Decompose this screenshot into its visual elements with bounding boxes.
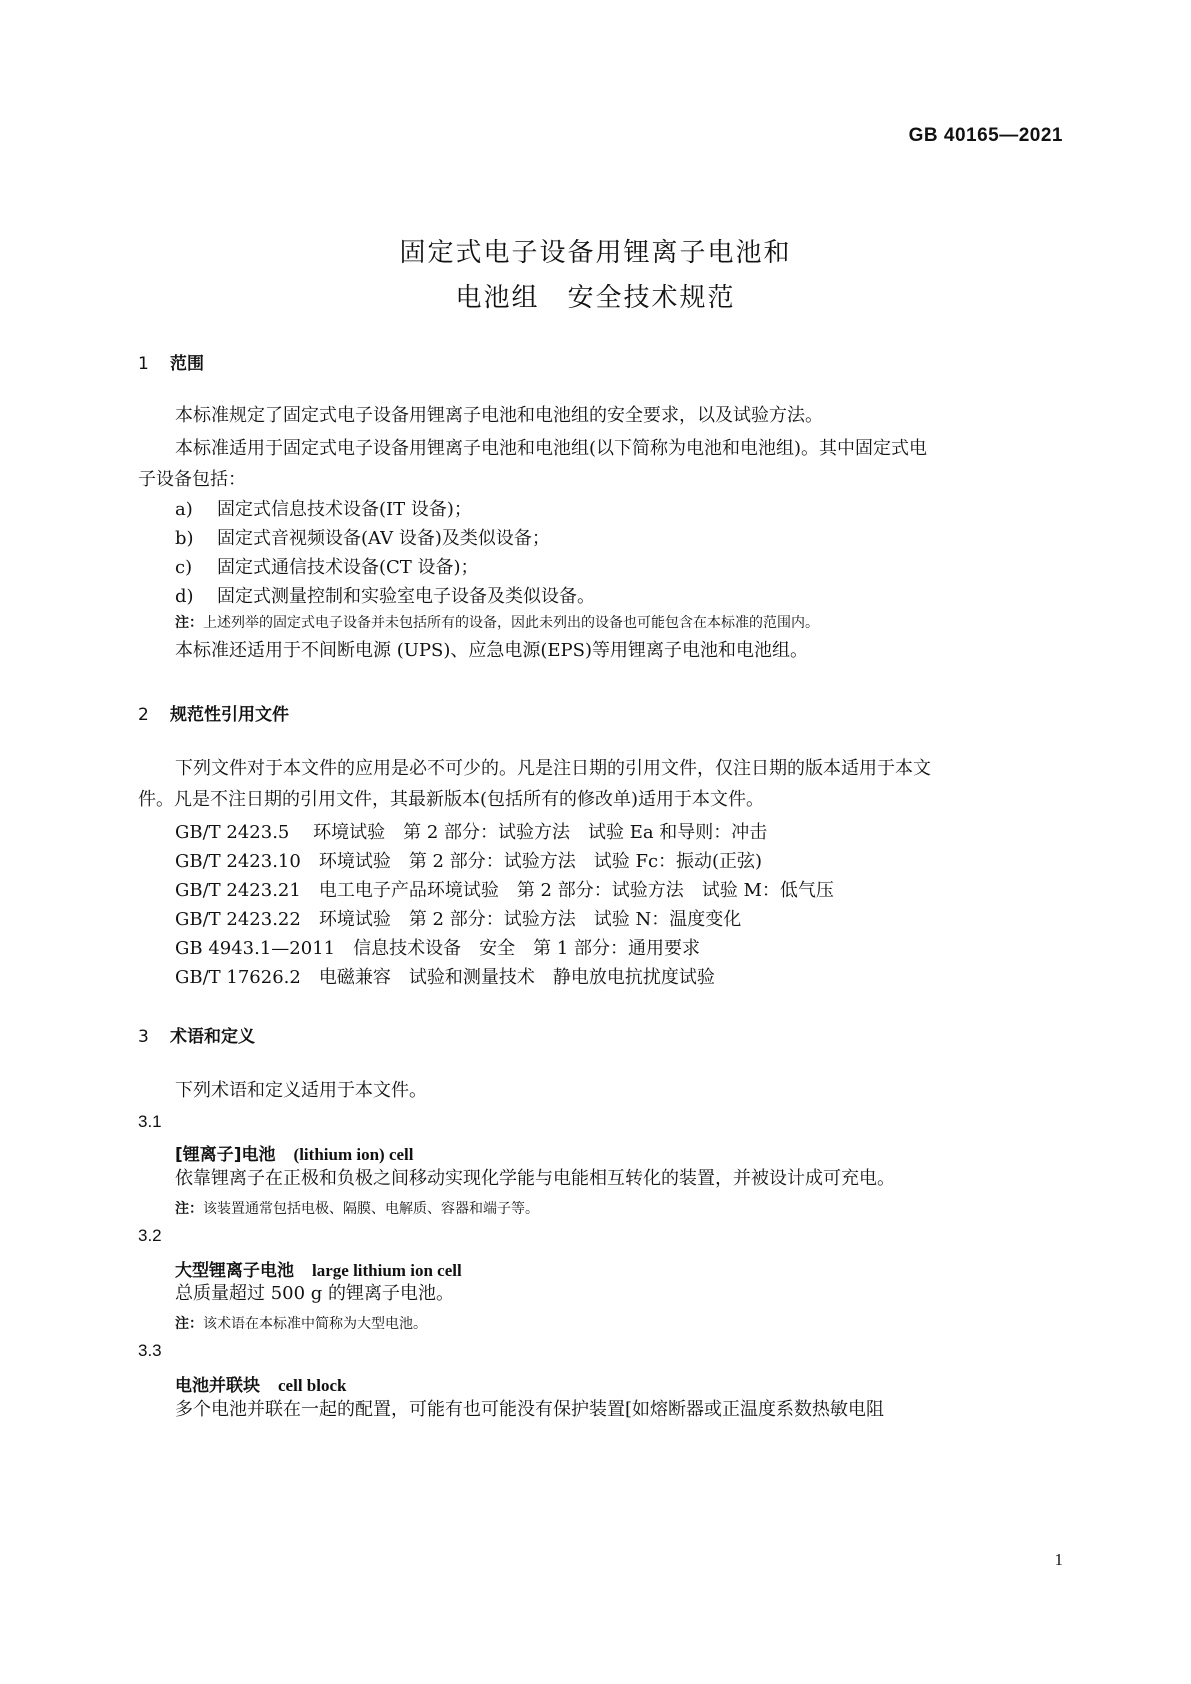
reference-item: GB/T 2423.5 环境试验 第 2 部分：试验方法 试验 Ea 和导则：冲击 <box>175 822 768 843</box>
note-label: 注： <box>175 615 203 631</box>
section-title: 术语和定义 <box>170 1027 255 1047</box>
note-label: 注： <box>175 1201 203 1217</box>
reference-item: GB/T 2423.10 环境试验 第 2 部分：试验方法 试验 Fc：振动(正弦) <box>175 851 763 872</box>
list-item-text: 固定式信息技术设备(IT 设备)； <box>217 499 472 520</box>
page-number: 1 <box>1054 1550 1063 1569</box>
list-item-text: 固定式音视频设备(AV 设备)及类似设备； <box>217 528 550 549</box>
scope-paragraph-2-line-2: 子设备包括： <box>138 469 246 490</box>
note-text: 该装置通常包括电极、隔膜、电解质、容器和端子等。 <box>203 1201 539 1217</box>
list-item-label: b) <box>175 528 194 549</box>
section-title: 范围 <box>170 354 204 374</box>
term-en: cell block <box>278 1376 347 1395</box>
section-number: 2 <box>138 705 149 725</box>
term-definition: 依靠锂离子在正极和负极之间移动实现化学能与电能相互转化的装置，并被设计成可充电。 <box>175 1168 895 1189</box>
section-2-heading <box>138 700 289 725</box>
term-number: 3.2 <box>138 1226 162 1245</box>
term-number: 3.3 <box>138 1341 162 1360</box>
scope-note <box>175 612 1055 632</box>
term-number: 3.1 <box>138 1112 162 1131</box>
section-3-heading <box>138 1022 255 1047</box>
scope-paragraph-2-line-1: 本标准适用于固定式电子设备用锂离子电池和电池组(以下简称为电池和电池组)。其中固定式电 <box>175 438 928 459</box>
term-note <box>175 1313 1055 1333</box>
document-title-line-2: 电池组 安全技术规范 <box>455 283 736 313</box>
standard-number: GB 40165—2021 <box>908 125 1063 146</box>
note-label: 注： <box>175 1316 203 1332</box>
list-item <box>175 580 1055 613</box>
reference-item: GB/T 2423.21 电工电子产品环境试验 第 2 部分：试验方法 试验 M：低气压 <box>175 880 834 901</box>
note-text: 该术语在本标准中简称为大型电池。 <box>203 1316 427 1332</box>
reference-item: GB/T 17626.2 电磁兼容 试验和测量技术 静电放电抗扰度试验 <box>175 967 715 988</box>
list-item-label: c) <box>175 557 193 578</box>
section-1-heading <box>138 349 204 374</box>
reference-item: GB 4943.1—2011 信息技术设备 安全 第 1 部分：通用要求 <box>175 938 701 959</box>
section-number: 1 <box>138 354 149 374</box>
term-definition: 总质量超过 500 g 的锂离子电池。 <box>175 1283 455 1304</box>
term-zh: [锂离子]电池 <box>175 1145 276 1165</box>
term-zh: 电池并联块 <box>175 1376 260 1396</box>
document-title-line-1: 固定式电子设备用锂离子电池和 <box>399 238 792 268</box>
list-item-text: 固定式测量控制和实验室电子设备及类似设备。 <box>217 586 595 607</box>
term-definition: 多个电池并联在一起的配置，可能有也可能没有保护装置[如熔断器或正温度系数热敏电阻 <box>175 1399 885 1420</box>
term-en: large lithium ion cell <box>312 1261 462 1280</box>
list-item-text: 固定式通信技术设备(CT 设备)； <box>217 557 479 578</box>
section-number: 3 <box>138 1027 149 1047</box>
terms-intro: 下列术语和定义适用于本文件。 <box>175 1080 427 1101</box>
scope-paragraph-3: 本标准还适用于不间断电源 (UPS)、应急电源(EPS)等用锂离子电池和电池组。 <box>175 640 809 661</box>
term-en: (lithium ion) cell <box>293 1145 414 1164</box>
term-note <box>175 1198 1055 1218</box>
section-title: 规范性引用文件 <box>170 705 289 725</box>
list-item-label: d) <box>175 586 194 607</box>
reference-item: GB/T 2423.22 环境试验 第 2 部分：试验方法 试验 N：温度变化 <box>175 909 742 930</box>
note-text: 上述列举的固定式电子设备并未包括所有的设备，因此未列出的设备也可能包含在本标准的范围内。 <box>203 615 819 631</box>
term-zh: 大型锂离子电池 <box>175 1261 294 1281</box>
refs-paragraph-line-2: 件。凡是不注日期的引用文件，其最新版本(包括所有的修改单)适用于本文件。 <box>138 789 765 810</box>
list-item-label: a) <box>175 499 193 520</box>
scope-paragraph-1: 本标准规定了固定式电子设备用锂离子电池和电池组的安全要求，以及试验方法。 <box>175 405 823 426</box>
refs-paragraph-line-1: 下列文件对于本文件的应用是必不可少的。凡是注日期的引用文件，仅注日期的版本适用于本文 <box>175 758 931 779</box>
